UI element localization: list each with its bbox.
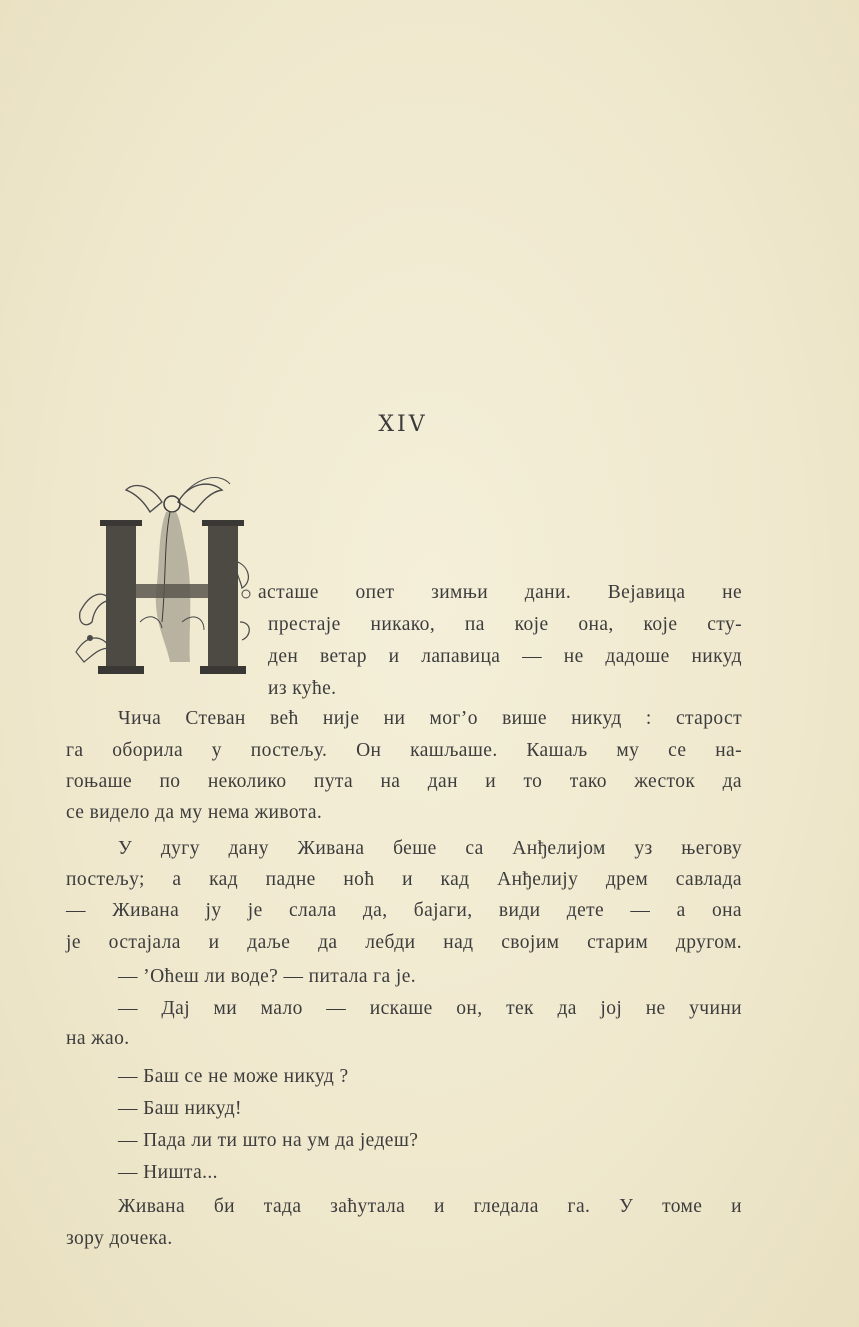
text-line: — Дај ми мало — искаше он, тек да јој не учини (118, 998, 742, 1019)
text-line: престаје никако, па које она, које сту- (268, 614, 742, 635)
text-line: постељу; а кад падне ноћ и кад Анђелију дрем савлада (66, 869, 742, 890)
text-line: је остајала и даље да лебди над својим старим другом. (66, 932, 742, 953)
text-line: гоњаше по неколико пута на дан и то тако жесток да (66, 771, 742, 792)
text-line: — Баш се не може никуд ? (118, 1066, 349, 1087)
text-line: У дугу дану Живана беше са Анђелијом уз његову (118, 838, 742, 859)
text-line: ден ветар и лапавица — не дадоше никуд (268, 646, 742, 667)
text-line: се видело да му нема живота. (66, 802, 323, 823)
text-line: из куће. (268, 678, 337, 699)
text-line: зору дочека. (66, 1228, 173, 1249)
text-line: на жао. (66, 1028, 130, 1049)
text-line: — Живана ју је слала да, бајаги, види дете — а она (66, 900, 742, 921)
text-line: — ’Оћеш ли воде? — питала га је. (118, 966, 417, 987)
ornamental-dropcap-icon (70, 472, 252, 680)
text-line: — Баш никуд! (118, 1098, 242, 1119)
text-line: Чича Стеван већ није ни мог’о више никуд : старост (118, 708, 742, 729)
text-line: га оборила у постељу. Он кашљаше. Кашаљ му се на- (66, 740, 742, 761)
text-line: Живана би тада заћутала и гледала га. У томе и (118, 1196, 742, 1217)
text-line: асташе опет зимњи дани. Вејавица не (258, 582, 742, 603)
chapter-heading: XIV (378, 412, 428, 437)
text-line: — Ништа... (118, 1162, 218, 1183)
text-line: — Пада ли ти што на ум да једеш? (118, 1130, 419, 1151)
